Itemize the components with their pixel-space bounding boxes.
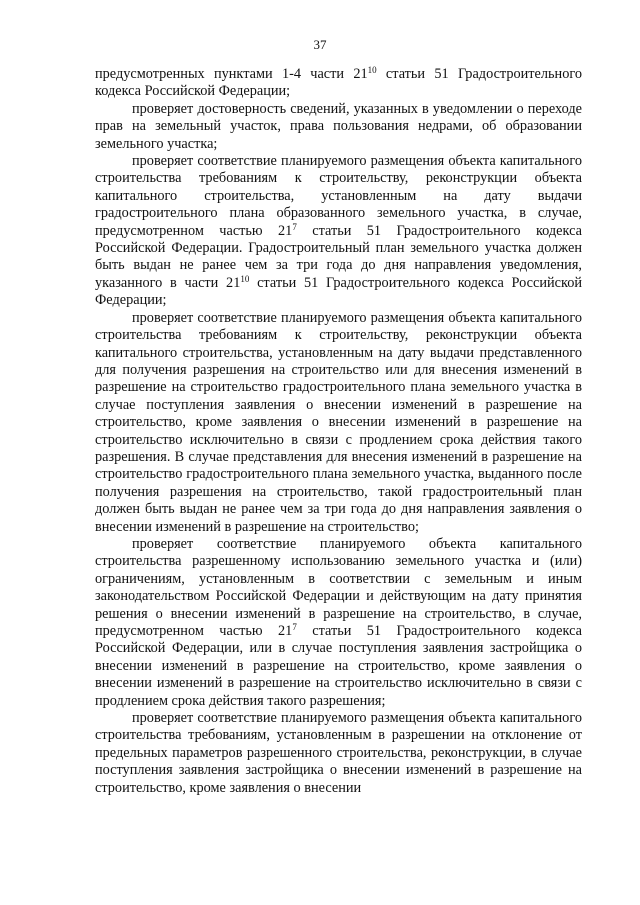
paragraph [95, 66, 582, 101]
page-number: 37 [313, 37, 327, 52]
document-body [95, 66, 582, 797]
paragraph [95, 710, 582, 797]
paragraph [95, 153, 582, 310]
superscript: 7 [292, 221, 297, 232]
text-run: статьи 51 Градостроительного кодекса Российской Федерации. Градостроительный план земельного участка должен быть выдан не ранее чем за три года до дня направления уведомления, указанного в части 21 [95, 222, 582, 291]
paragraph [95, 536, 582, 710]
text-run: предусмотренных пунктами 1-4 части 21 [95, 66, 368, 82]
text-run: проверяет достоверность сведений, указанных в уведомлении о переходе прав на земельный участок, права пользования недрами, об образовании земельного участка; [95, 100, 582, 152]
text-run: проверяет соответствие планируемого объекта капитального строительства разрешенному использованию земельного участка и (или) ограничениям, установленным в соответствии с земельным и иным законодательством Российской Федерации и действующим на дату принятия решения о внесении изменений в разрешение на строительство, в случае, предусмотренном частью 21 [95, 535, 582, 639]
text-run: проверяет соответствие планируемого размещения объекта капитального строительства требованиям к строительству, реконструкции объекта капитального строительства, установленным на дату выдачи градостроительного плана образованного земельного участка, в случае, предусмотренном частью 21 [95, 153, 582, 239]
text-run: проверяет соответствие планируемого размещения объекта капитального строительства требованиям к строительству, реконструкции объекта капитального строительства, установленным на дату выдачи представленного для получения разрешения на строительство или для внесения изменений в разрешение на строительство градостроительного плана земельного участка в случае поступления заявления о внесении изменений в разрешение на строительство, кроме заявления о внесении изменений в разрешение на строительство исключительно в связи с продлением срока действия такого разрешения. В случае представления для внесения изменений в разрешение на строительство градостроительного плана земельного участка, выданного после получения разрешения на строительство, такой градостроительный план должен быть выдан не ранее чем за три года до дня направления заявления о внесении изменений в разрешение на строительство; [95, 309, 582, 535]
superscript: 7 [292, 622, 297, 632]
paragraph [95, 310, 582, 536]
text-run: статьи 51 Градостроительного кодекса Российской Федерации; [95, 274, 582, 309]
text-run: статьи 51 Градостроительного кодекса Российской Федерации; [95, 66, 582, 100]
superscript: 10 [240, 273, 250, 284]
text-run: статьи 51 Градостроительного кодекса Российской Федерации, или в случае поступления заявления застройщика о внесении изменений в разрешение на строительство, кроме заявления о внесении изменений в разрешение на строительство исключительно в связи с продлением срока действия такого разрешения; [95, 623, 582, 709]
superscript: 10 [367, 65, 377, 75]
text-run: проверяет соответствие планируемого размещения объекта капитального строительства требованиям, установленным в разрешении на отклонение от предельных параметров разрешенного строительства, реконструкции, в случае поступления заявления застройщика о внесении изменений в разрешение на строительство, кроме заявления о внесении [95, 710, 582, 796]
paragraph [95, 101, 582, 153]
